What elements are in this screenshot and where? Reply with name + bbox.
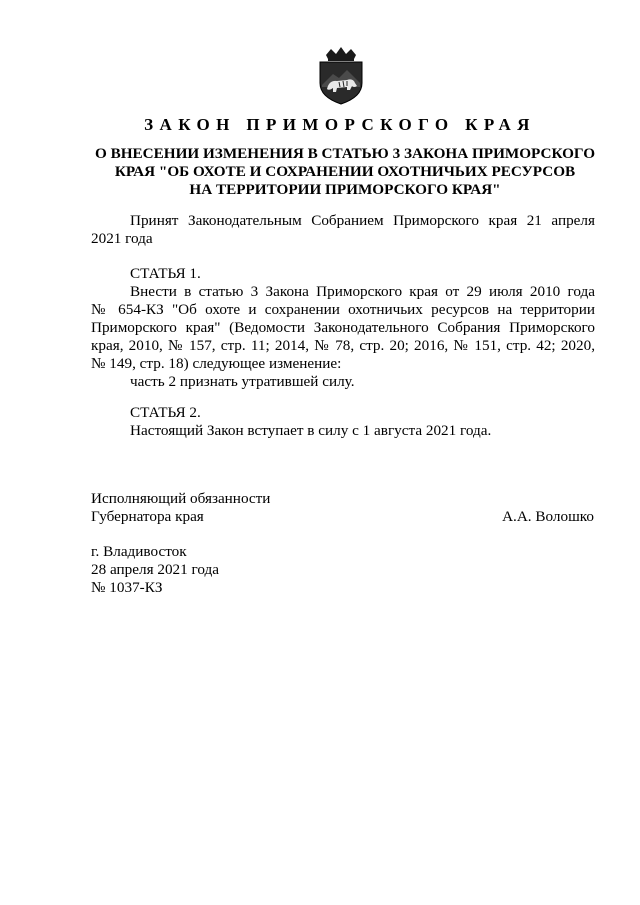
coat-of-arms-tiger-icon: [317, 47, 365, 105]
signing-date: 28 апреля 2021 года: [91, 561, 219, 578]
article-1: [91, 265, 595, 391]
signature-position: [91, 490, 270, 526]
subtitle-line: НА ТЕРРИТОРИИ ПРИМОРСКОГО КРАЯ": [189, 181, 501, 198]
law-subtitle: [90, 145, 600, 199]
article-1-line: Внести в статью 3 Закона Приморского края от 29 июля 2010 года: [130, 283, 595, 300]
signature-position-line: Исполняющий обязанности: [91, 490, 271, 507]
article-2-text: Настоящий Закон вступает в силу с 1 августа 2021 года.: [130, 422, 492, 439]
law-title: ЗАКОН ПРИМОРСКОГО КРАЯ: [144, 115, 536, 134]
law-number: № 1037-КЗ: [91, 579, 163, 596]
signature-name: А.А. Волошко: [502, 508, 594, 525]
article-1-line: края, 2010, № 157, стр. 11; 2014, № 78, стр. 20; 2016, № 151, стр. 42; 2020,: [91, 337, 595, 354]
article-1-heading: СТАТЬЯ 1.: [130, 265, 201, 282]
subtitle-line: О ВНЕСЕНИИ ИЗМЕНЕНИЯ В СТАТЬЮ 3 ЗАКОНА ПРИМОРСКОГО: [94, 145, 596, 162]
subtitle-line: КРАЯ "ОБ ОХОТЕ И СОХРАНЕНИИ ОХОТНИЧЬИХ РЕСУРСОВ: [114, 163, 576, 180]
article-1-line: № 654-КЗ "Об охоте и сохранении охотничьих ресурсов на территории: [91, 301, 595, 318]
adopted-line: 2021 года: [91, 230, 153, 247]
adopted-line: Принят Законодательным Собранием Приморского края 21 апреля: [130, 212, 595, 229]
article-1-line: № 149, стр. 18) следующее изменение:: [91, 355, 342, 372]
article-2: [91, 404, 595, 440]
article-1-line: Приморского края" (Ведомости Законодательного Собрания Приморского: [91, 319, 595, 336]
signature-position-line: Губернатора края: [91, 508, 204, 525]
place-date-number: [91, 543, 219, 597]
article-1-item: часть 2 признать утратившей силу.: [130, 373, 355, 390]
city: г. Владивосток: [91, 543, 187, 560]
article-2-heading: СТАТЬЯ 2.: [130, 404, 201, 421]
adopted-paragraph: [91, 212, 595, 248]
